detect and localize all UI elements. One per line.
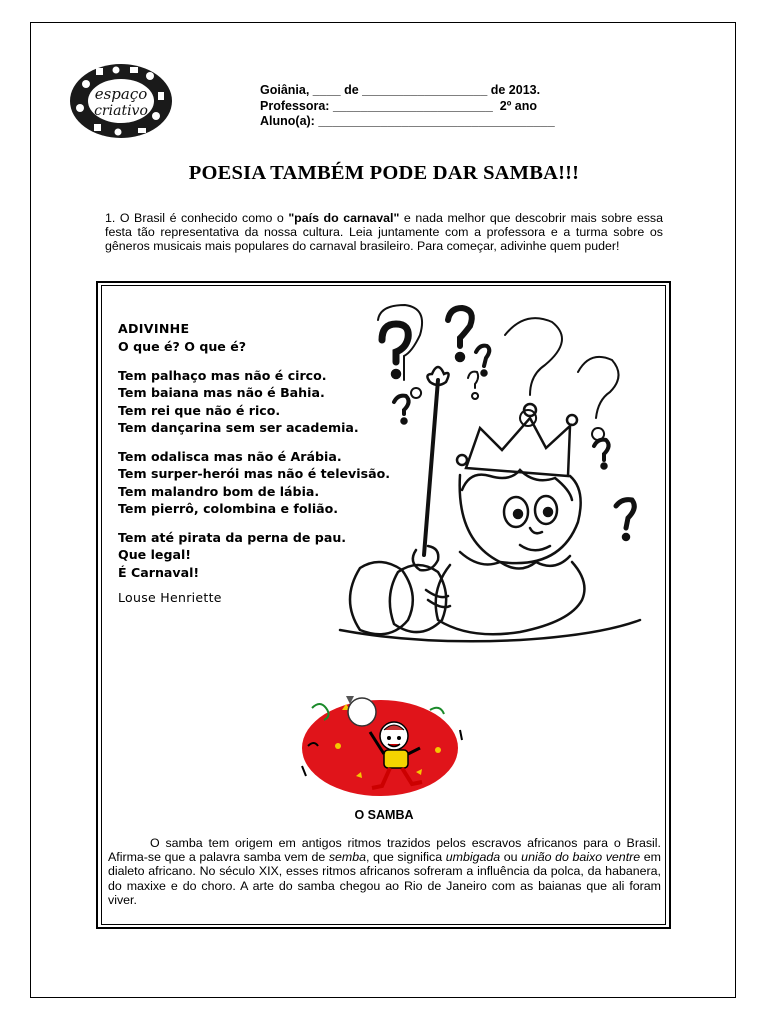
poem-line: É Carnaval! (118, 564, 200, 580)
intro-text-2: e nada melhor que descobrir mais sobre essa festa tão representativa da nossa cultura. Leia juntamente com a professora e a turma sobre os gêneros musicais mais populares do carnaval brasileiro. Para começar, adivinhe quem puder! (105, 211, 663, 253)
samba-text-2: , que significa (366, 850, 446, 865)
poem-line: Tem rei que não é rico. (118, 402, 281, 418)
question-mark-icon (394, 396, 409, 424)
poem-heading: ADIVINHE (118, 321, 190, 336)
poem-line: Tem baiana mas não é Bahia. (118, 385, 325, 400)
poem-line: Tem palhaço mas não é circo. (118, 367, 327, 383)
student-line: Aluno(a): __________________________________ (260, 114, 555, 128)
samba-text-1: O samba tem origem em antigos ritmos trazidos pelos escravos africanos para o Brasil. Afirma-se que a palavra samba vem de (108, 836, 661, 865)
samba-paragraph (108, 836, 661, 907)
poem-line: Tem malandro bom de lábia. (118, 483, 320, 499)
page-title: POESIA TAMBÉM PODE DAR SAMBA!!! (188, 162, 580, 184)
espaco-criativo-logo (68, 62, 174, 140)
poem-line: Tem pierrô, colombina e folião. (118, 501, 339, 516)
samba-text-3: ou (500, 850, 522, 865)
samba-italic-2: umbigada (445, 850, 501, 865)
question-mark-icon (594, 440, 609, 469)
poem-line: Tem surper-herói mas não é televisão. (118, 466, 391, 481)
samba-text-4: em dialeto africano. No século XIX, esses ritmos africanos sofreram a influência da polca, da habanera, do maxixe e do choro. A arte do samba chegou ao Rio de Janeiro com as baianas que ali foram viver. (108, 850, 661, 907)
poem-line: Tem odalisca mas não é Arábia. (118, 448, 342, 464)
poem-author: Louse Henriette (118, 590, 222, 605)
teacher-line: Professora: _______________________ 2º ano (260, 98, 537, 113)
logo-text-top: espaço (94, 85, 148, 103)
poem-line: O que é? O que é? (118, 339, 247, 354)
intro-text-1: 1. O Brasil é conhecido como o (105, 211, 289, 225)
date-line: Goiânia, ____ de __________________ de 2013. (260, 83, 541, 97)
logo-text-bottom: criativo (94, 103, 148, 119)
question-mark-icon (448, 308, 472, 361)
header-fields (260, 83, 555, 130)
samba-italic-1: semba (328, 850, 367, 865)
samba-drummer-picture (298, 690, 468, 800)
samba-section-title: O SAMBA (354, 808, 414, 822)
clown-boy-illustration (320, 300, 655, 650)
question-mark-icon (616, 500, 634, 540)
poem-line: Que legal! (118, 547, 192, 562)
intro-bold: "país do carnaval" (288, 211, 400, 225)
poem-line: Tem dançarina sem ser academia. (118, 420, 359, 435)
question-mark-icon (476, 346, 489, 376)
intro-paragraph (105, 211, 663, 253)
samba-italic-3: união do baixo ventre (521, 850, 641, 865)
poem-line: Tem até pirata da perna de pau. (118, 529, 347, 545)
